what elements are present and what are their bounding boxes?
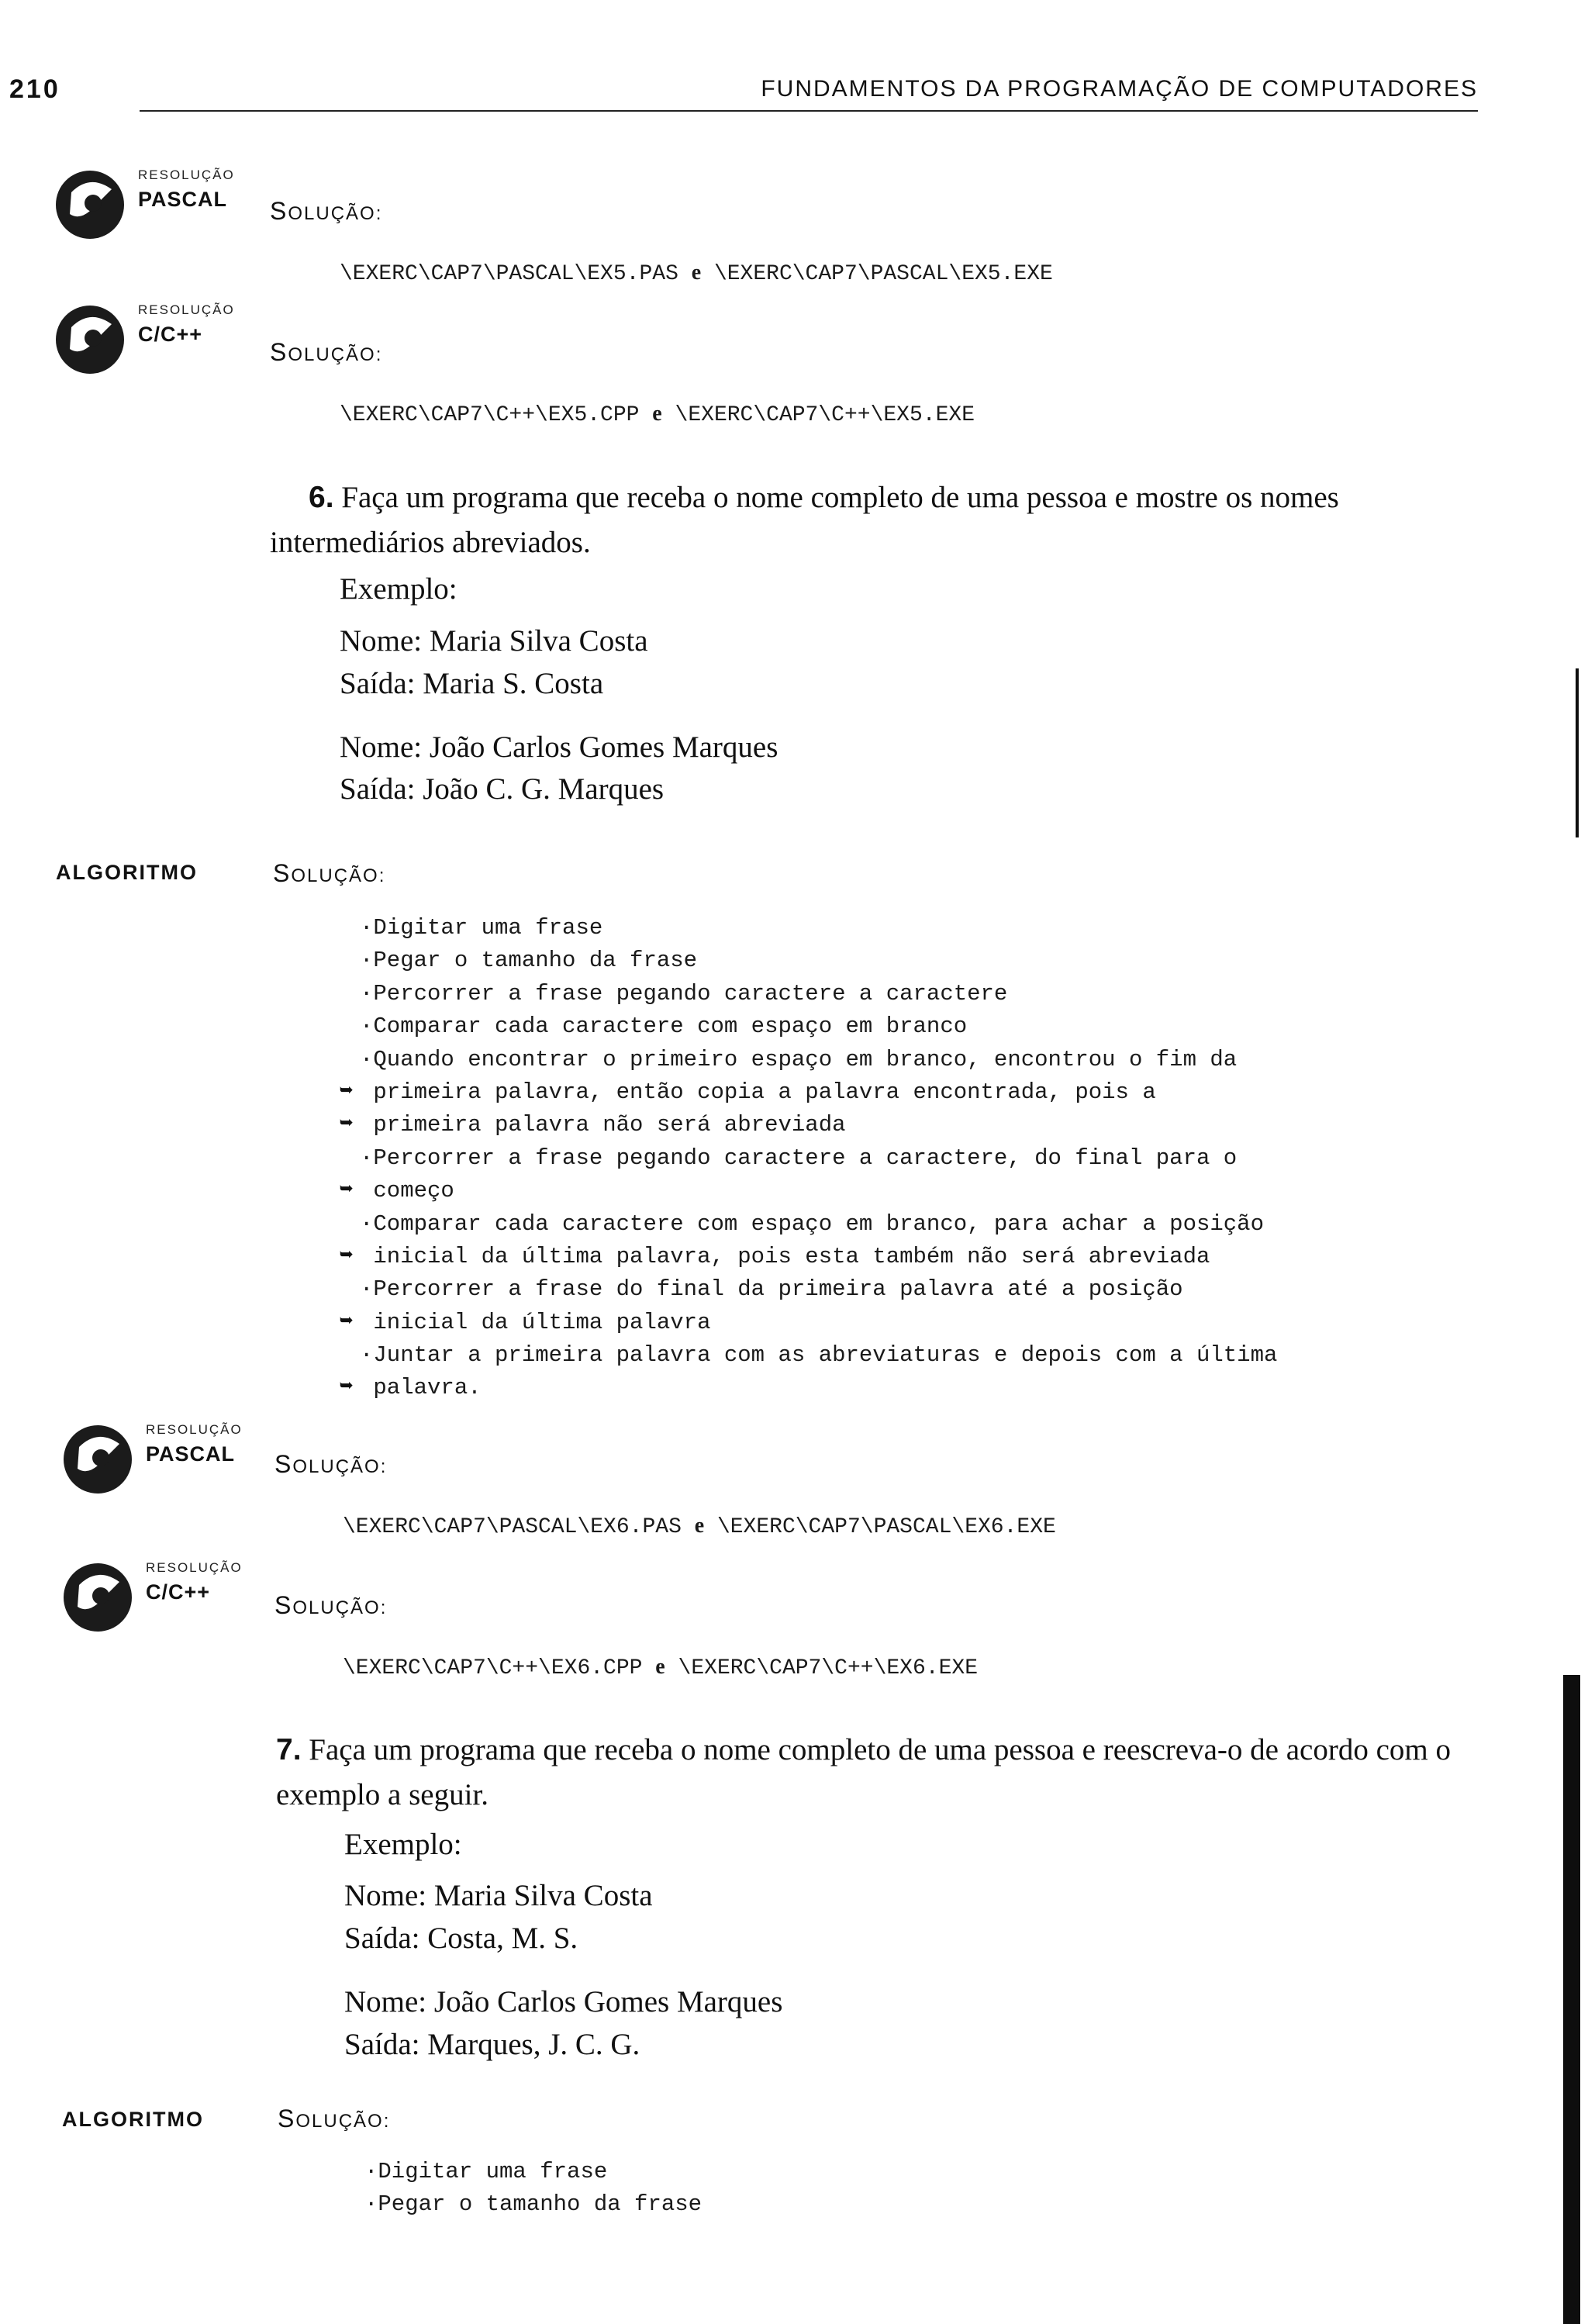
algorithm-line: ·Pegar o tamanho da frase: [364, 2191, 703, 2218]
algorithm-line: ·Percorrer a frase pegando caractere a caractere: [360, 980, 1008, 1007]
source-file-path: \EXERC\CAP7\PASCAL\EX6.PAS: [343, 1515, 682, 1539]
algorithm-line: ·Percorrer a frase pegando caractere a caractere, do final para o: [360, 1145, 1238, 1171]
solucao-heading: SOLUÇÃO:: [278, 2105, 391, 2132]
algorithm-line: ·Pegar o tamanho da frase: [360, 948, 698, 974]
scan-edge-bar: [1563, 1675, 1580, 2324]
file-paths-ex6-cpp: \EXERC\CAP7\C++\EX6.CPP e \EXERC\CAP7\C++\EX6.EXE: [343, 1655, 978, 1680]
running-title: FUNDAMENTOS DA PROGRAMAÇÃO DE COMPUTADORES: [761, 76, 1478, 102]
example-label: Exemplo:: [344, 1828, 462, 1861]
source-file-path: \EXERC\CAP7\PASCAL\EX5.PAS: [340, 262, 678, 286]
exercise-7-statement: 7. Faça um programa que receba o nome completo de uma pessoa e reescreva-o de acordo com o exemplo a seguir.: [276, 1733, 1451, 1811]
example-output: Saída: Maria S. Costa: [340, 667, 604, 700]
header-divider: [140, 110, 1478, 112]
resolucao-cpp-badge: [51, 301, 253, 371]
solucao-heading: SOLUÇÃO:: [274, 1591, 388, 1619]
arrow-icon: ➥: [340, 1309, 354, 1335]
algorithm-line: ·Percorrer a frase do final da primeira palavra até a posição: [360, 1276, 1183, 1303]
file-paths-ex6-pascal: \EXERC\CAP7\PASCAL\EX6.PAS e \EXERC\CAP7\PASCAL\EX6.EXE: [343, 1514, 1056, 1539]
disc-icon: [59, 1559, 136, 1636]
solucao-heading: SOLUÇÃO:: [274, 1450, 388, 1478]
exercise-number: 7.: [276, 1733, 302, 1766]
resolucao-label: RESOLUÇÃO: [146, 1422, 243, 1437]
exercise-6-statement: 6. Faça um programa que receba o nome completo de uma pessoa e mostre os nomes intermediários abreviados.: [270, 481, 1339, 559]
example-name: Nome: João Carlos Gomes Marques: [344, 1985, 783, 2018]
algorithm-line: ·Quando encontrar o primeiro espaço em branco, encontrou o fim da: [360, 1046, 1238, 1072]
solucao-heading: SOLUÇÃO:: [270, 338, 383, 366]
algorithm-line: ➥ palavra.: [340, 1372, 1277, 1404]
algorithm-line: ·Digitar uma frase: [360, 915, 603, 941]
resolucao-label: RESOLUÇÃO: [138, 167, 235, 182]
disc-icon: [51, 166, 129, 243]
example-label: Exemplo:: [340, 572, 457, 606]
example-name: Nome: Maria Silva Costa: [340, 624, 648, 658]
page-number: 210: [9, 74, 60, 104]
algorithm-steps-ex6: [340, 912, 1277, 1405]
algorithm-line: ·Digitar uma frase: [364, 2159, 608, 2184]
exe-file-path: \EXERC\CAP7\PASCAL\EX5.EXE: [713, 262, 1053, 286]
arrow-icon: ➥: [340, 1112, 354, 1138]
cpp-label: C/C++: [138, 323, 203, 346]
disc-icon: [51, 301, 129, 378]
algorithm-line: ➥ inicial da última palavra: [340, 1307, 1277, 1339]
arrow-icon: ➥: [340, 1178, 354, 1204]
source-file-path: \EXERC\CAP7\C++\EX6.CPP: [343, 1656, 643, 1680]
resolucao-label: RESOLUÇÃO: [146, 1560, 243, 1575]
arrow-icon: ➥: [340, 1243, 354, 1269]
exercise-number: 6.: [309, 481, 334, 514]
pascal-label: PASCAL: [146, 1442, 236, 1466]
resolucao-cpp-badge: [59, 1559, 261, 1628]
algorithm-line: ➥ começo: [340, 1175, 1277, 1207]
exe-file-path: \EXERC\CAP7\C++\EX5.EXE: [675, 403, 975, 427]
resolucao-label: RESOLUÇÃO: [138, 302, 235, 317]
pascal-label: PASCAL: [138, 188, 228, 211]
solucao-heading: SOLUÇÃO:: [273, 859, 386, 887]
algorithm-line: ➥ inicial da última palavra, pois esta também não será abreviada: [340, 1241, 1277, 1273]
cpp-label: C/C++: [146, 1580, 211, 1604]
algorithm-steps-ex7: [344, 2156, 702, 2222]
scan-edge-mark: [1576, 668, 1579, 837]
example-name: Nome: João Carlos Gomes Marques: [340, 730, 778, 764]
arrow-icon: ➥: [340, 1079, 354, 1105]
solucao-heading: SOLUÇÃO:: [270, 197, 383, 225]
example-output: Saída: João C. G. Marques: [340, 772, 665, 806]
algoritmo-label: ALGORITMO: [62, 2108, 204, 2131]
resolucao-pascal-badge: [51, 166, 253, 236]
example-output: Saída: Marques, J. C. G.: [344, 2028, 640, 2061]
exe-file-path: \EXERC\CAP7\PASCAL\EX6.EXE: [716, 1515, 1056, 1539]
resolucao-pascal-badge: [59, 1421, 261, 1490]
algorithm-line: ·Comparar cada caractere com espaço em branco, para achar a posição: [360, 1210, 1264, 1237]
exe-file-path: \EXERC\CAP7\C++\EX6.EXE: [678, 1656, 978, 1680]
algorithm-line: ➥ primeira palavra, então copia a palavra encontrada, pois a: [340, 1076, 1277, 1109]
source-file-path: \EXERC\CAP7\C++\EX5.CPP: [340, 403, 640, 427]
file-paths-ex5-pascal: \EXERC\CAP7\PASCAL\EX5.PAS e \EXERC\CAP7\PASCAL\EX5.EXE: [340, 261, 1053, 286]
example-name: Nome: Maria Silva Costa: [344, 1879, 653, 1912]
algorithm-line: ·Juntar a primeira palavra com as abreviaturas e depois com a última: [360, 1342, 1278, 1369]
disc-icon: [59, 1421, 136, 1498]
file-paths-ex5-cpp: \EXERC\CAP7\C++\EX5.CPP e \EXERC\CAP7\C++\EX5.EXE: [340, 402, 975, 427]
algorithm-line: ·Comparar cada caractere com espaço em branco: [360, 1014, 968, 1040]
arrow-icon: ➥: [340, 1375, 354, 1401]
algoritmo-label: ALGORITMO: [56, 861, 198, 884]
example-output: Saída: Costa, M. S.: [344, 1922, 578, 1955]
algorithm-line: ➥ primeira palavra não será abreviada: [340, 1109, 1277, 1141]
